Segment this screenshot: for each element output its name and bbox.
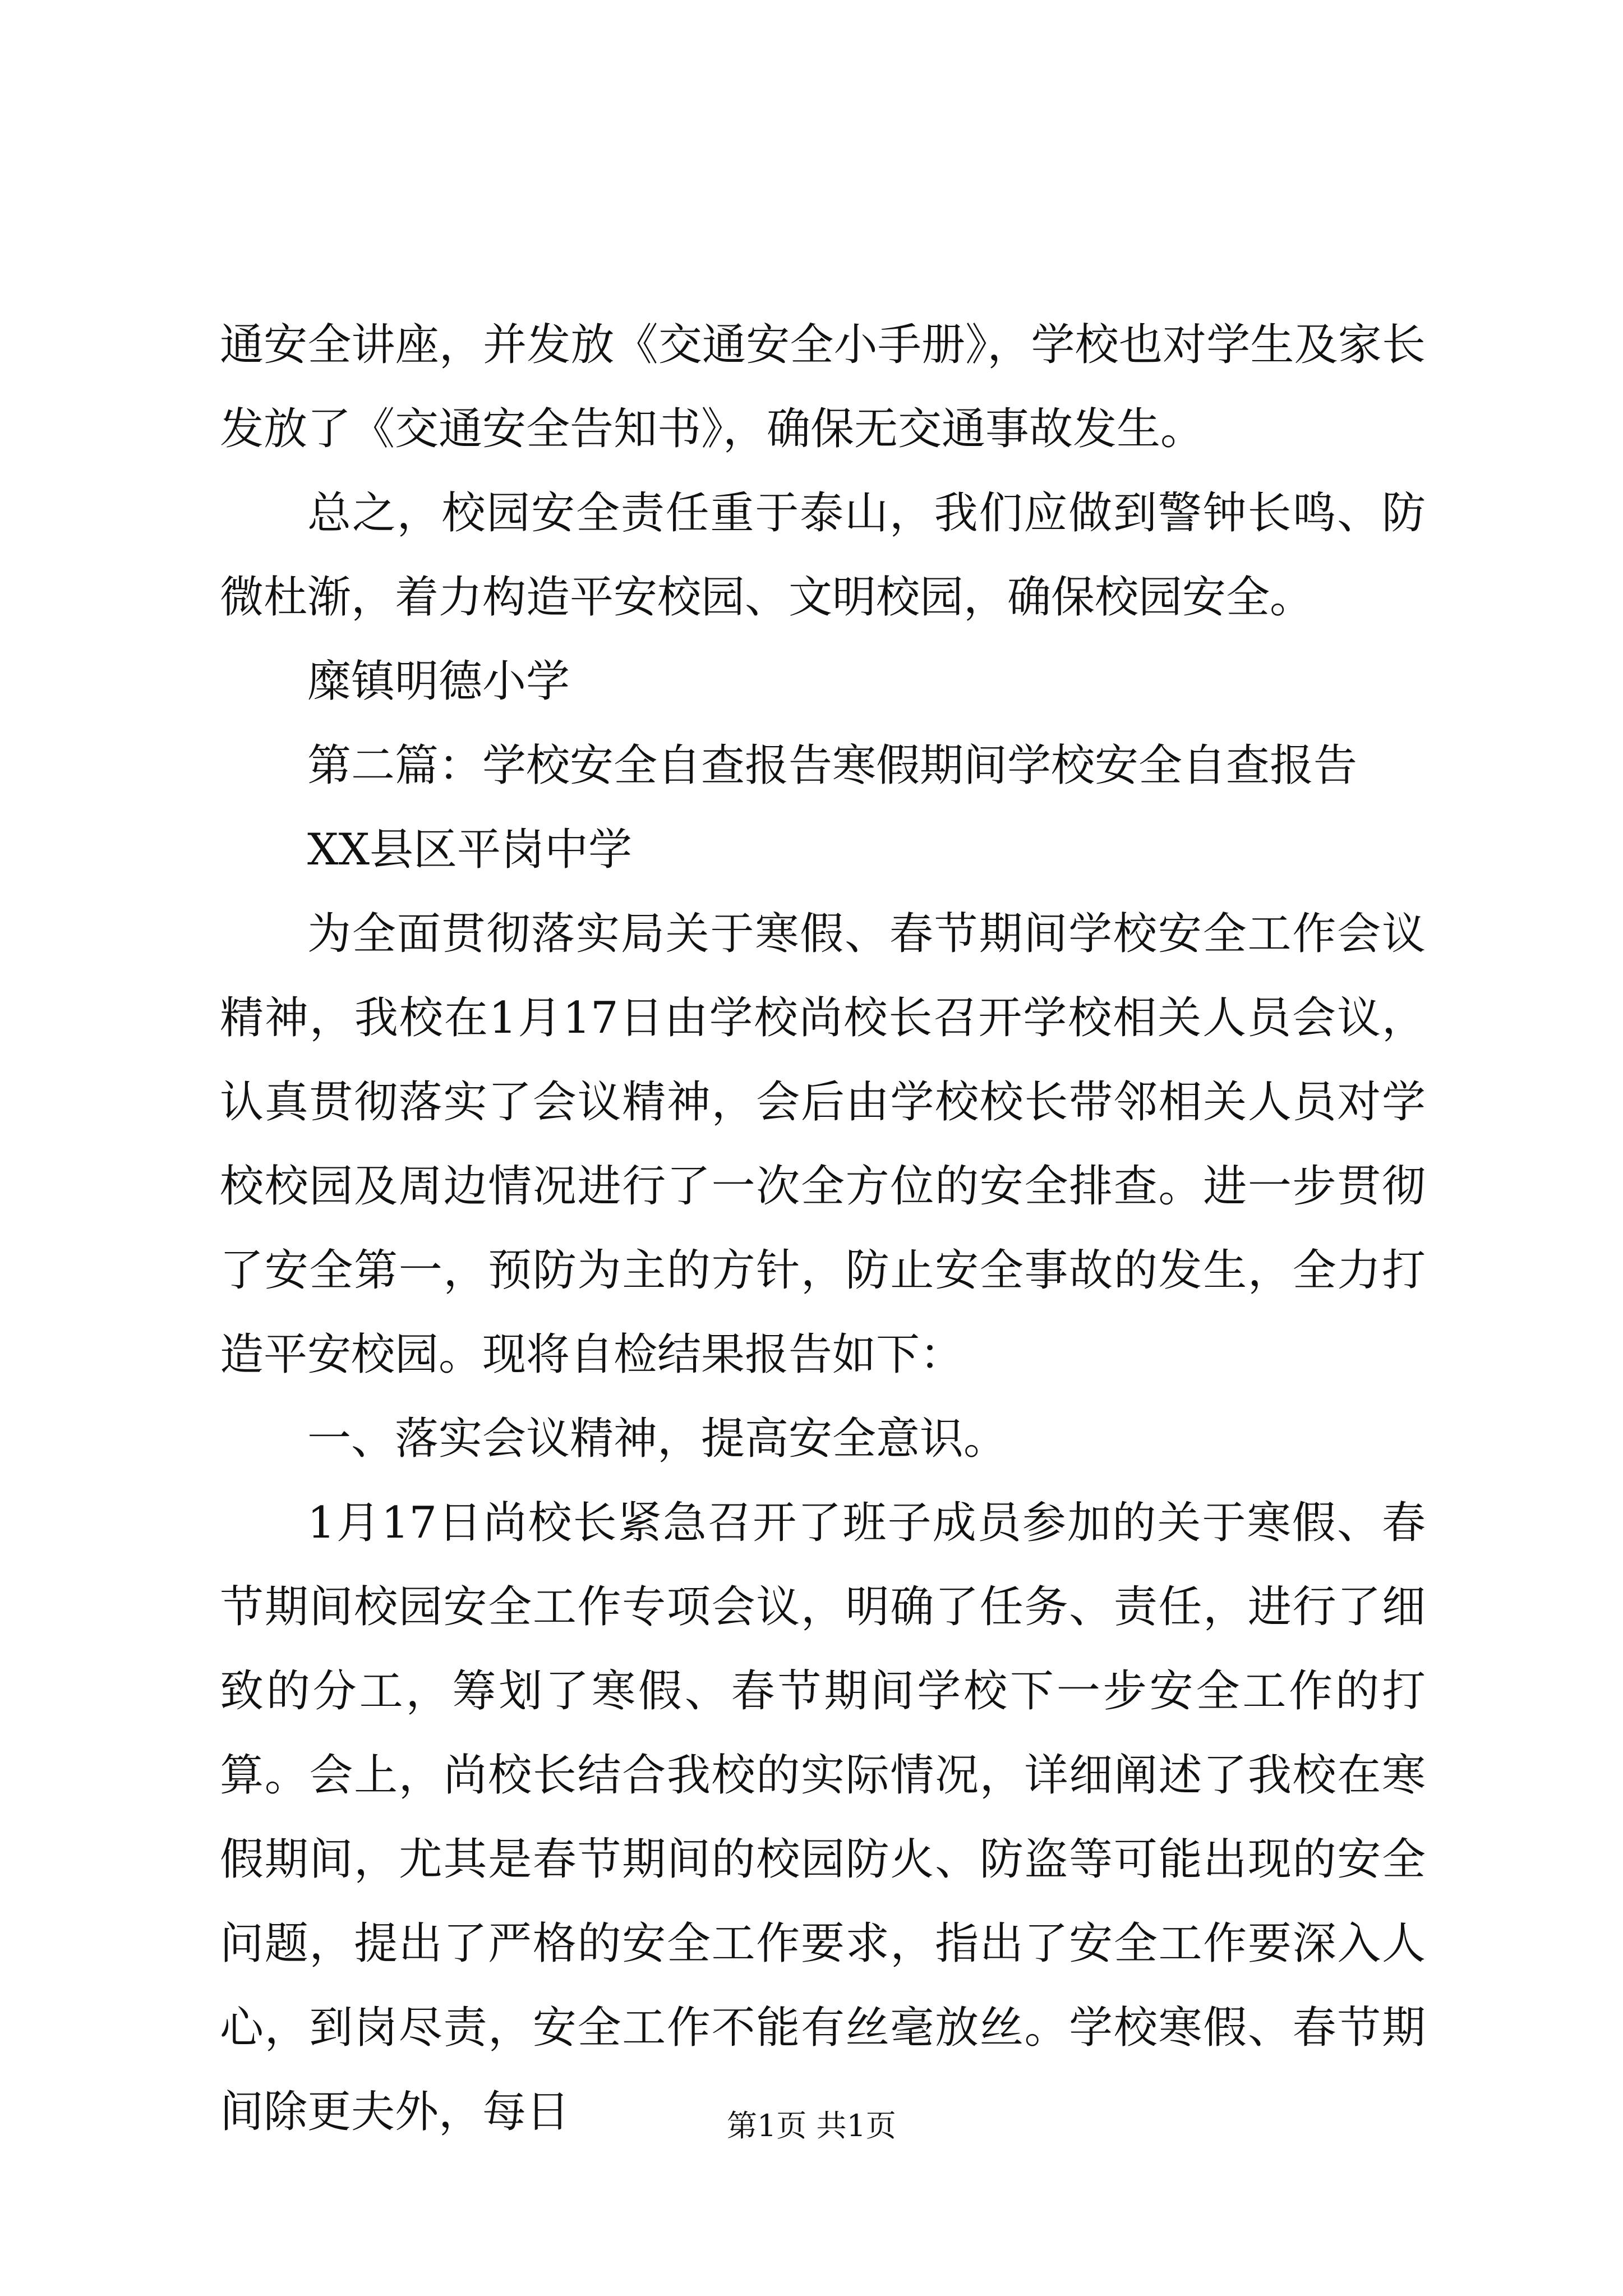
paragraph-6: 为全面贯彻落实局关于寒假、春节期间学校安全工作会议精神，我校在1月17日由学校尚校长召开学校相关人员会议，认真贯彻落实了会议精神，会后由学校校长带邻相关人员对学校校园及周边情况进行了一次全方位的安全排查。进一步贯彻了安全第一，预防为主的方针，防止安全事故的发生，全力打造平安校园。现将自检结果报告如下： [220,909,1426,1380]
page-number-label: 第1页 共1页 [727,2108,896,2143]
paragraph-4: 第二篇：学校安全自查报告寒假期间学校安全自查报告 [307,740,1358,791]
paragraph-1: 通安全讲座，并发放《交通安全小手册》，学校也对学生及家长发放了《交通安全告知书》，确保无交通事故发生。 [220,320,1426,454]
page-footer [0,2104,1623,2148]
paragraph-8: 1月17日尚校长紧急召开了班子成员参加的关于寒假、春节期间校园安全工作专项会议，明确了任务、责任，进行了细致的分工，筹划了寒假、春节期间学校下一步安全工作的打算。会上，尚校长结合我校的实际情况，详细阐述了我校在寒假期间，尤其是春节期间的校园防火、防盗等可能出现的安全问题，提出了严格的安全工作要求，指出了安全工作要深入人心，到岗尽责，安全工作不能有丝毫放丝。学校寒假、春节期间除更夫外，每日 [220,1498,1426,2137]
paragraph-3: 糜镇明德小学 [307,656,570,707]
document-body [220,303,1426,2154]
paragraph-2: 总之，校园安全责任重于泰山，我们应做到警钟长鸣、防微杜渐，着力构造平安校园、文明校园，确保校园安全。 [220,488,1426,623]
paragraph-5: XX县区平岗中学 [307,825,633,875]
paragraph-7: 一、落实会议精神，提高安全意识。 [307,1414,1008,1464]
